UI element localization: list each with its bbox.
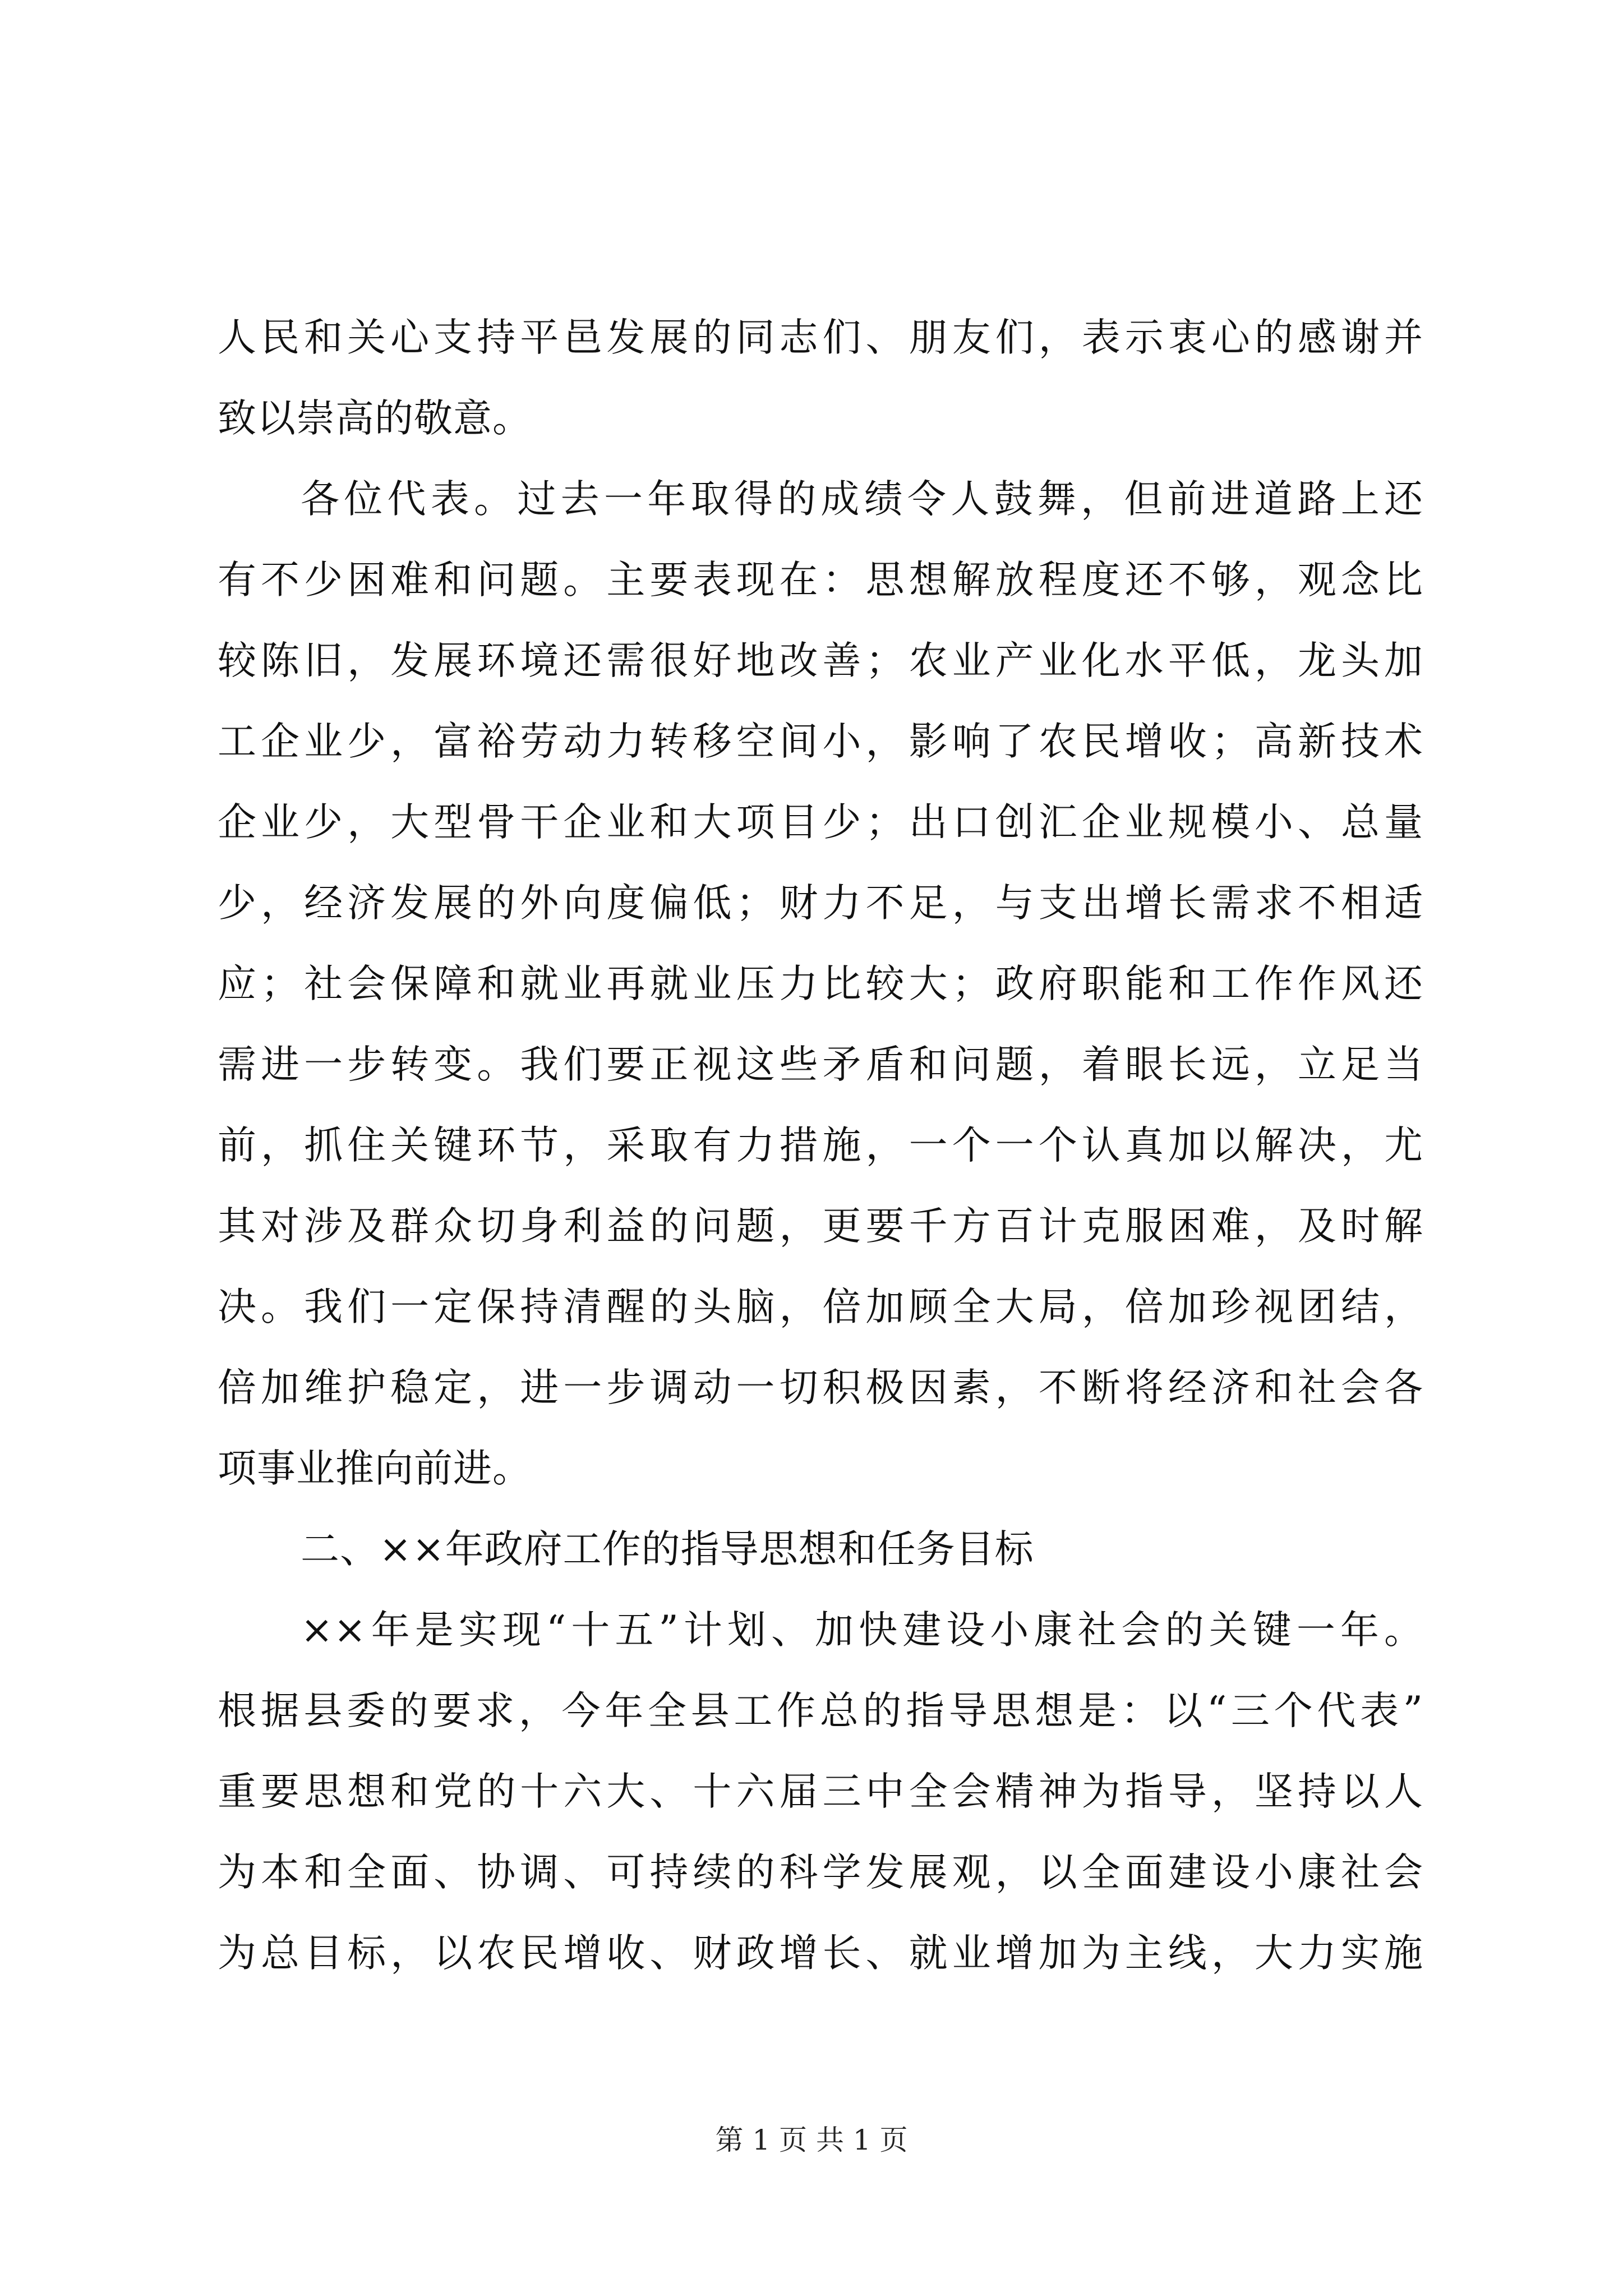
text-line: 项事业推向前进。 bbox=[218, 1446, 532, 1491]
text-line: 有不少困难和问题。主要表现在：思想解放程度还不够，观念比 bbox=[218, 558, 1423, 602]
text-line: 工企业少，富裕劳动力转移空间小，影响了农民增收；高新技术 bbox=[218, 719, 1423, 764]
text-line: 致以崇高的敬意。 bbox=[218, 396, 532, 441]
text-line: ××年是实现“十五”计划、加快建设小康社会的关键一年。 bbox=[301, 1608, 1423, 1653]
text-line: 倍加维护稳定，进一步调动一切积极因素，不断将经济和社会各 bbox=[218, 1365, 1423, 1410]
text-line: 企业少，大型骨干企业和大项目少；出口创汇企业规模小、总量 bbox=[218, 800, 1423, 845]
text-line: 根据县委的要求，今年全县工作总的指导思想是：以“三个代表” bbox=[218, 1688, 1423, 1733]
text-line: 需进一步转变。我们要正视这些矛盾和问题，着眼长远，立足当 bbox=[218, 1042, 1423, 1087]
text-line: 决。我们一定保持清醒的头脑，倍加顾全大局，倍加珍视团结， bbox=[218, 1285, 1423, 1329]
text-line: 其对涉及群众切身利益的问题，更要千方百计克服困难，及时解 bbox=[218, 1204, 1423, 1249]
text-line: 各位代表。过去一年取得的成绩令人鼓舞，但前进道路上还 bbox=[301, 477, 1423, 522]
text-line: 重要思想和党的十六大、十六届三中全会精神为指导，坚持以人 bbox=[218, 1769, 1423, 1814]
text-line: 较陈旧，发展环境还需很好地改善；农业产业化水平低，龙头加 bbox=[218, 638, 1423, 683]
text-line: 少，经济发展的外向度偏低；财力不足，与支出增长需求不相适 bbox=[218, 881, 1423, 926]
text-line: 前，抓住关键环节，采取有力措施，一个一个认真加以解决，尤 bbox=[218, 1123, 1423, 1168]
text-line: 人民和关心支持平邑发展的同志们、朋友们，表示衷心的感谢并 bbox=[218, 315, 1423, 360]
text-line: 为总目标，以农民增收、财政增长、就业增加为主线，大力实施 bbox=[218, 1931, 1423, 1976]
page-footer: 第 1 页 共 1 页 bbox=[715, 2124, 908, 2156]
text-line: 为本和全面、协调、可持续的科学发展观，以全面建设小康社会 bbox=[218, 1850, 1423, 1895]
text-line: 二、××年政府工作的指导思想和任务目标 bbox=[301, 1527, 1034, 1572]
text-line: 应；社会保障和就业再就业压力比较大；政府职能和工作作风还 bbox=[218, 961, 1423, 1006]
body-text bbox=[218, 297, 1423, 1994]
